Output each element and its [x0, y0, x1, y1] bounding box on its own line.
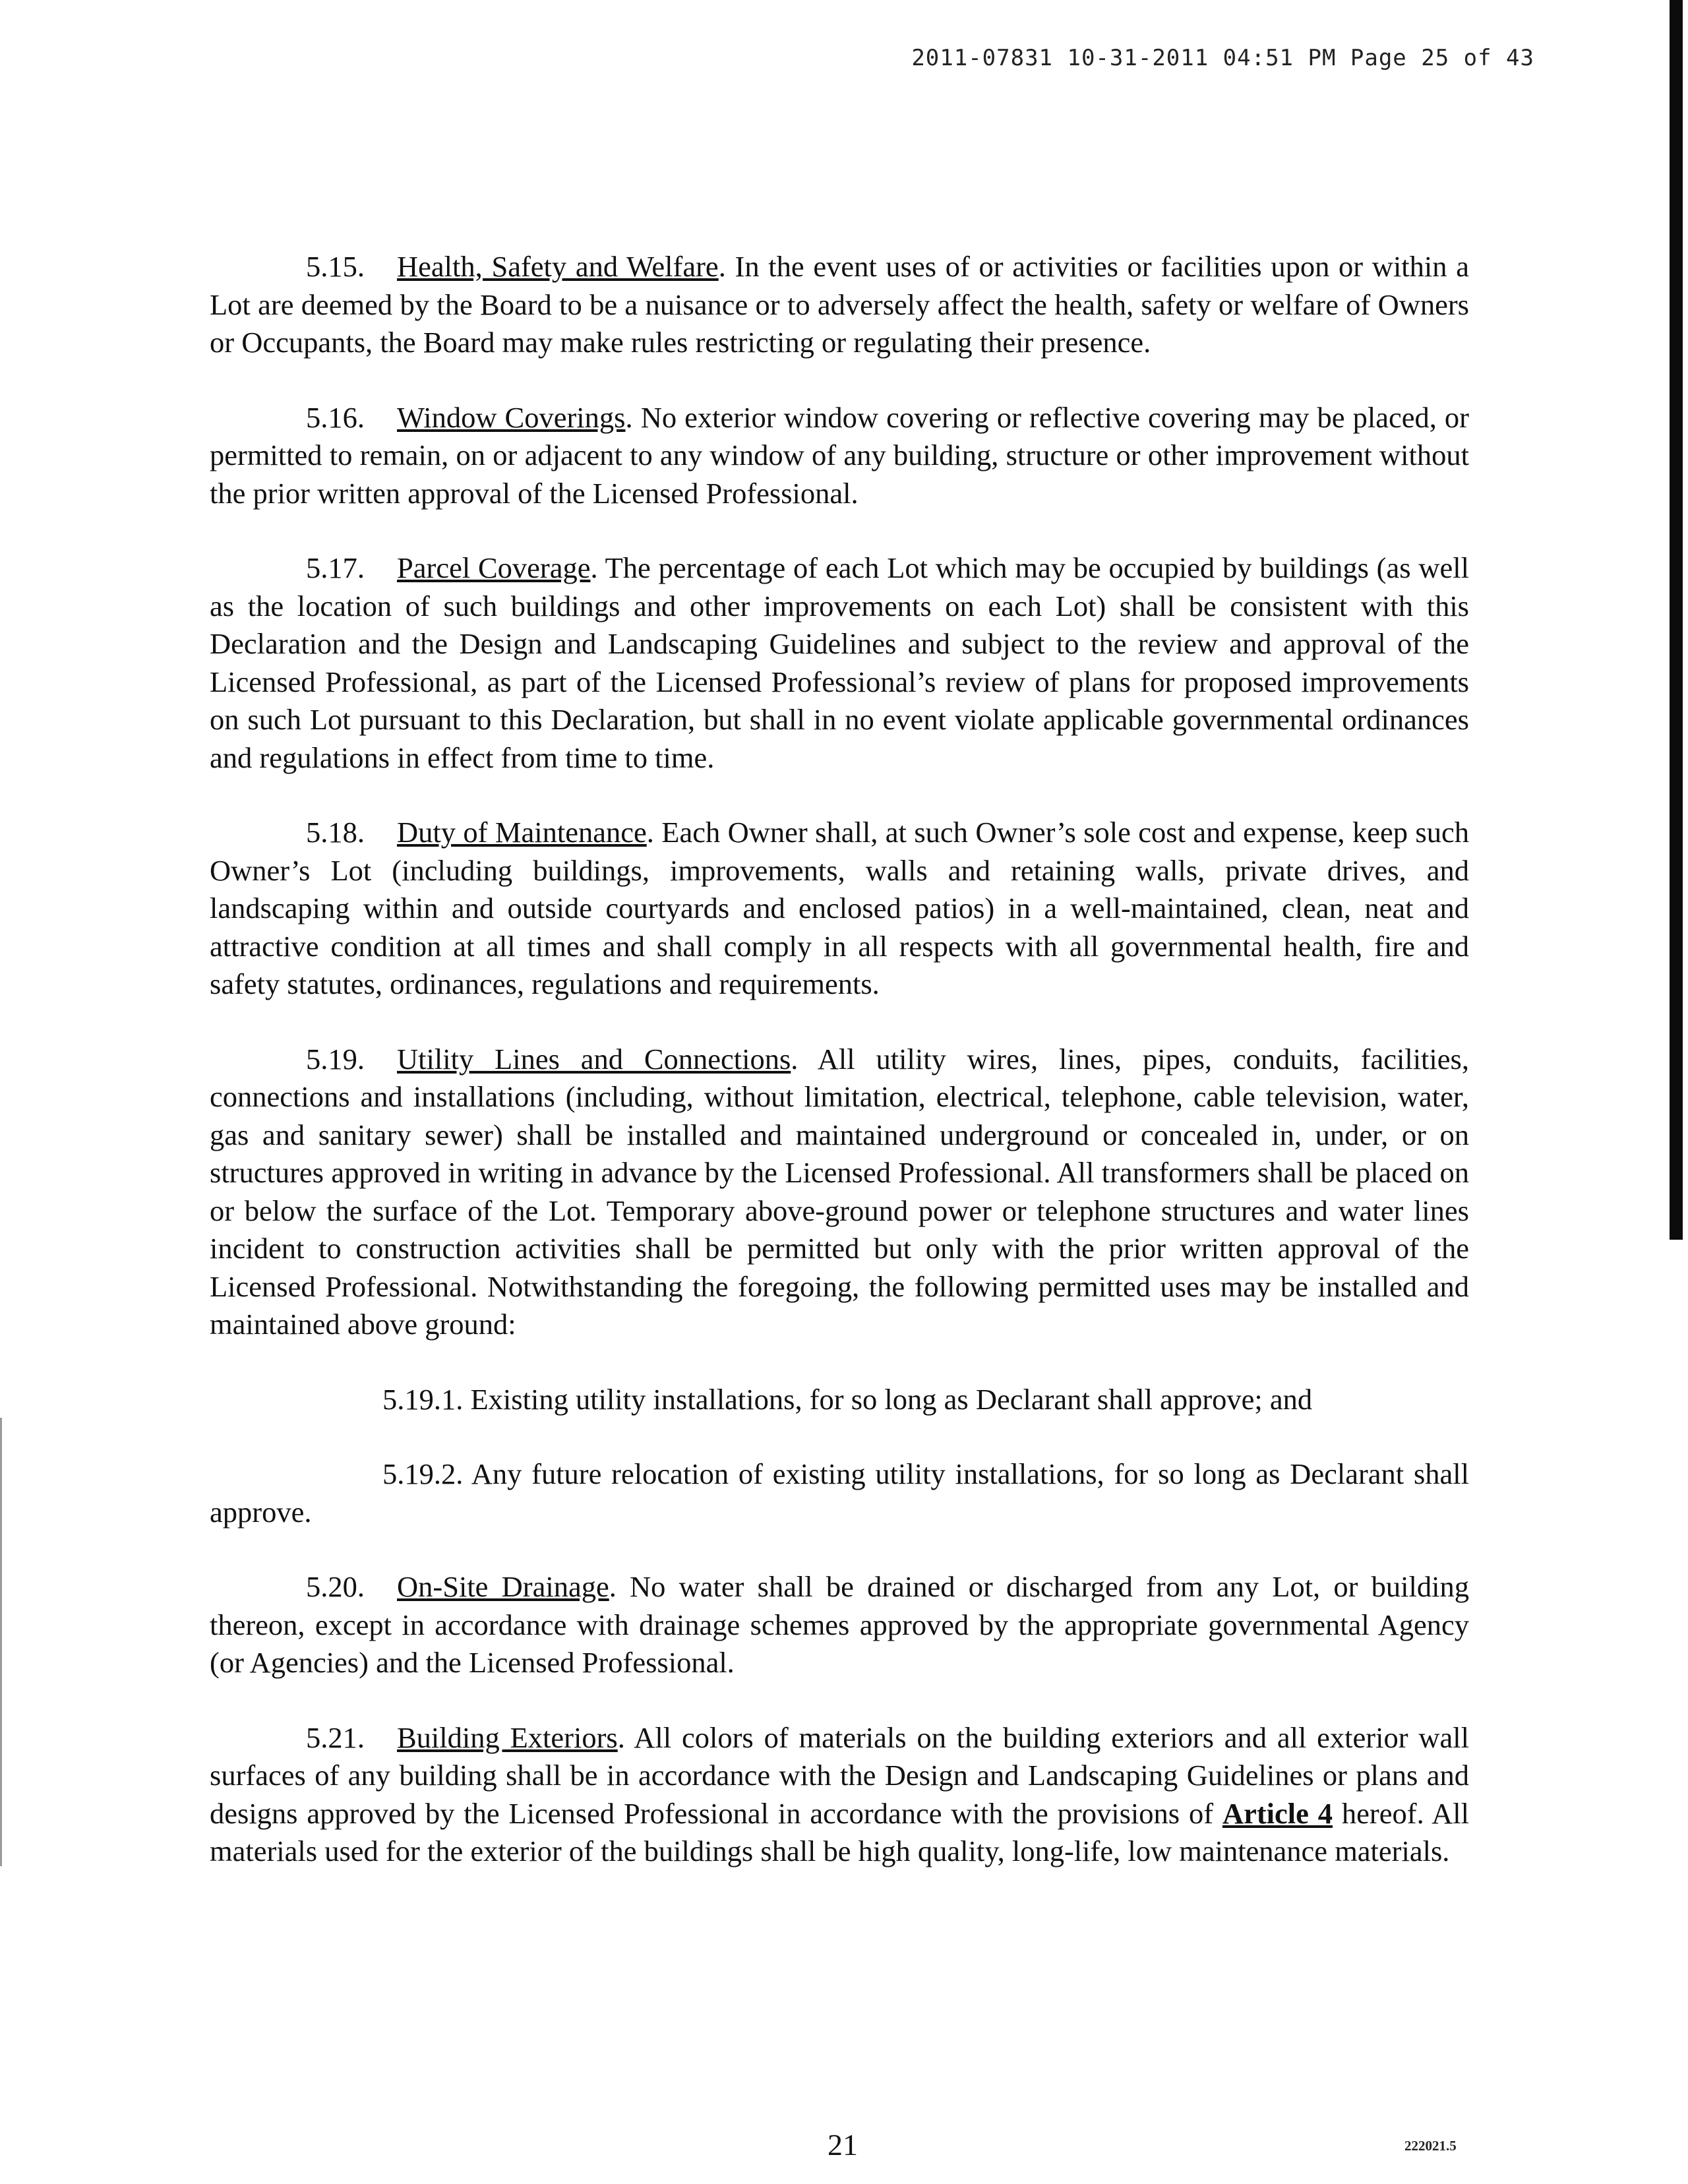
scan-edge-bar: [1670, 0, 1683, 1240]
section-number: 5.17.: [306, 551, 365, 584]
page-number: 21: [828, 2128, 858, 2162]
article-reference: Article 4: [1222, 1796, 1333, 1830]
section-body: . All colors of materials on the building exteriors and all exterior wall surfaces of any building shall be in accordance with the Design and Landscaping Guidelines or plans and designs approved by the Licensed Professional in accordance with the provisions of: [210, 1720, 1469, 1830]
section-5-16: [210, 399, 1469, 513]
section-heading: Duty of Maintenance: [397, 816, 647, 849]
subsection-5-19-1: [210, 1381, 1469, 1419]
section-body: . No exterior window covering or reflective covering may be placed, or permitted to remain, on or adjacent to any window of any building, structure or other improvement without the prior written approval of the Licensed Professional.: [210, 400, 1469, 510]
section-heading: Health, Safety and Welfare: [397, 250, 719, 283]
section-5-19: [210, 1041, 1469, 1344]
section-body: . In the event uses of or activities or facilities upon or within a Lot are deemed by the Board to be a nuisance or to adversely affect the health, safety or welfare of Owners or Occupants, the Board may make rules restricting or regulating their presence.: [210, 250, 1469, 359]
subsection-5-19-2: [210, 1455, 1469, 1531]
section-body: . Each Owner shall, at such Owner’s sole cost and expense, keep such Owner’s Lot (including buildings, improvements, walls and retaining walls, private drives, and landscaping within and outside courtyards and enclosed patios) in a well-maintained, clean, neat and attractive condition at all times and shall comply in all respects with all governmental health, fire and safety statutes, ordinances, regulations and requirements.: [210, 816, 1469, 1000]
section-5-18: [210, 814, 1469, 1004]
section-number: 5.20.: [306, 1570, 365, 1603]
section-heading: Parcel Coverage: [397, 551, 591, 584]
document-code: 222021.5: [1404, 2138, 1457, 2154]
section-5-15: [210, 248, 1469, 362]
section-heading: Window Coverings: [397, 400, 626, 434]
scan-edge-mark: [0, 1418, 2, 1866]
section-body: . All utility wires, lines, pipes, conduits, facilities, connections and installations (including, without limitation, electrical, telephone, cable television, water, gas and sanitary sewer) shall be installed and maintained underground or concealed in, under, or on structures approved in writing in advance by the Licensed Professional. All transformers shall be placed on or below the surface of the Lot. Temporary above-ground power or telephone structures and water lines incident to construction activities shall be permitted but only with the prior written approval of the Licensed Professional. Notwithstanding the foregoing, the following permitted uses may be installed and maintained above ground:: [210, 1042, 1469, 1341]
section-5-21: [210, 1719, 1469, 1871]
section-body: . No water shall be drained or discharged from any Lot, or building thereon, except in accordance with drainage schemes approved by the appropriate governmental Agency (or Agencies) and the Licensed Professional.: [210, 1570, 1469, 1679]
section-5-20: [210, 1568, 1469, 1682]
document-body: [210, 248, 1469, 1908]
subsection-text: Existing utility installations, for so long as Declarant shall approve; and: [470, 1382, 1313, 1416]
section-body-continued: hereof. All materials used for the exterior of the buildings shall be high quality, long-life, low maintenance materials.: [210, 1796, 1469, 1867]
section-number: 5.16.: [306, 400, 365, 434]
section-heading: Utility Lines and Connections: [397, 1042, 791, 1076]
section-number: 5.21.: [306, 1720, 365, 1754]
section-number: 5.15.: [306, 250, 365, 283]
section-5-17: [210, 549, 1469, 777]
fax-header-stamp: 2011-07831 10-31-2011 04:51 PM Page 25 of 43: [911, 45, 1534, 71]
subsection-number: 5.19.1.: [382, 1382, 464, 1416]
section-body: . The percentage of each Lot which may be occupied by buildings (as well as the location of such buildings and other improvements on each Lot) shall be consistent with this Declaration and the Design and Landscaping Guidelines and subject to the review and approval of the Licensed Professional, as part of the Licensed Professional’s review of plans for proposed improvements on such Lot pursuant to this Declaration, but shall in no event violate applicable governmental ordinances and regulations in effect from time to time.: [210, 551, 1469, 774]
section-heading: On-Site Drainage: [397, 1570, 609, 1603]
section-number: 5.18.: [306, 816, 365, 849]
subsection-number: 5.19.2.: [382, 1457, 464, 1490]
section-heading: Building Exteriors: [397, 1720, 618, 1754]
subsection-text: Any future relocation of existing utility installations, for so long as Declarant shall approve.: [210, 1457, 1469, 1529]
section-number: 5.19.: [306, 1042, 365, 1076]
